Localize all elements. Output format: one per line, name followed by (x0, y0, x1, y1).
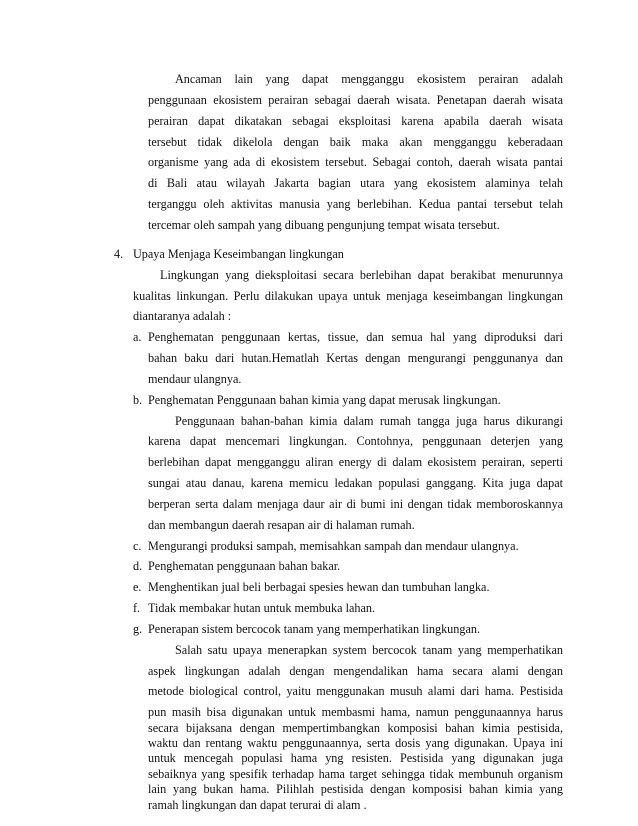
list-item-line: Penghematan penggunaan bahan bakar. (148, 559, 341, 574)
item-paragraph-line: berperan serta dalam menjaga daur air di bumi ini dengan tidak memboroskannya (148, 496, 563, 511)
item-paragraph-line: untuk mencegah populasi hama yng resisten. Pestisida yang digunakan juga (148, 751, 563, 766)
list-marker: b. (133, 392, 143, 407)
item-paragraph-line: sebaiknya yang spesifik terhadap hama target sehingga tidak membunuh organism (148, 766, 563, 781)
list-marker: c. (133, 538, 142, 553)
item-paragraph-line: metode biological control, yaitu menggunakan musuh alami dari hama. Pestisida (148, 684, 563, 699)
list-marker: f. (133, 601, 141, 616)
item-paragraph-line: sungai atau danau, karena memicu ledakan populasi ganggang. Kita juga dapat (148, 476, 563, 491)
list-item-line: bahan baku dari hutan.Hematlah Kertas dengan mengurangi penggunanya dan (148, 351, 563, 366)
item-paragraph-line: dan membangun daerah resapan air di halaman rumah. (148, 517, 415, 532)
item-paragraph-line: Penggunaan bahan-bahan kimia dalam rumah tangga juga harus dikurangi (175, 413, 563, 428)
item-paragraph-line: Salah satu upaya menerapkan system bercocok tanam yang memperhatikan (175, 642, 563, 657)
list-marker: g. (133, 621, 143, 636)
intro-line: perairan dapat dikatakan sebagai eksploitasi karena apabila daerah wisata (148, 113, 563, 128)
list-marker: d. (133, 559, 143, 574)
list-item-line: Tidak membakar hutan untuk membuka lahan. (148, 601, 376, 616)
item-paragraph-line: berlebihan dapat mengganggu aliran energy di dalam ekosistem perairan, seperti (148, 455, 563, 470)
item-paragraph-line: lain yang bukan hama. Pilihlah pestisida dengan komposisi bahan kimia yang (148, 782, 563, 797)
list-item-line: Mengurangi produksi sampah, memisahkan sampah dan mendaur ulangnya. (148, 538, 519, 553)
section-intro-line: Lingkungan yang dieksploitasi secara berlebihan dapat berakibat menurunnya (160, 267, 563, 282)
list-item-line: Penerapan sistem bercocok tanam yang memperhatikan lingkungan. (148, 621, 481, 636)
list-item-line: Penghematan penggunaan kertas, tissue, dan semua hal yang diproduksi dari (148, 330, 563, 345)
list-item-line: mendaur ulangnya. (148, 371, 242, 386)
item-paragraph-line: ramah lingkungan dan dapat terurai di alam . (148, 797, 367, 812)
list-marker: e. (133, 580, 142, 595)
intro-line: tercemar oleh sampah yang dibuang pengunjung tempat wisata tersebut. (148, 217, 500, 232)
section-heading: Upaya Menjaga Keseimbangan lingkungan (133, 246, 344, 261)
section-intro-line: kualitas linkungan. Perlu dilakukan upaya untuk menjaga keseimbangan lingkungan (133, 288, 563, 303)
item-paragraph-line: pun masih bisa digunakan untuk membasmi hama, namun penggunaannya harus (148, 705, 563, 720)
list-item-line: Penghematan Penggunaan bahan kimia yang dapat merusak lingkungan. (148, 392, 501, 407)
intro-line: organisme yang ada di ekosistem tersebut. Sebagai contoh, daerah wisata pantai (148, 155, 563, 170)
list-item-line: Menghentikan jual beli berbagai spesies hewan dan tumbuhan langka. (148, 580, 490, 595)
intro-line: penggunaan ekosistem perairan sebagai daerah wisata. Penetapan daerah wisata (148, 92, 563, 107)
item-paragraph-line: secara bijaksana dengan mempertimbangkan komposisi bahan kimia pestisida, (148, 720, 563, 735)
list-marker: a. (133, 330, 142, 345)
section-intro-line: diantaranya adalah : (133, 309, 232, 324)
section-number: 4. (114, 246, 124, 261)
item-paragraph-line: aspek lingkungan adalah dengan mengendalikan hama secara alami dengan (148, 663, 563, 678)
item-paragraph-line: karena dapat mencemari lingkungan. Contohnya, penggunaan deterjen yang (148, 434, 563, 449)
intro-line: tersebut tidak dikelola dengan baik maka akan mengganggu keberadaan (148, 134, 563, 149)
intro-line: Ancaman lain yang dapat mengganggu ekosistem perairan adalah (175, 72, 563, 86)
intro-line: di Bali atau wilayah Jakarta bagian utara yang ekosistem alaminya telah (148, 176, 563, 191)
item-paragraph-line: waktu dan rentang waktu penggunaannya, serta dosis yang digunakan. Upaya ini (148, 736, 563, 751)
intro-line: terganggu oleh aktivitas manusia yang berlebihan. Kedua pantai tersebut telah (148, 197, 563, 212)
